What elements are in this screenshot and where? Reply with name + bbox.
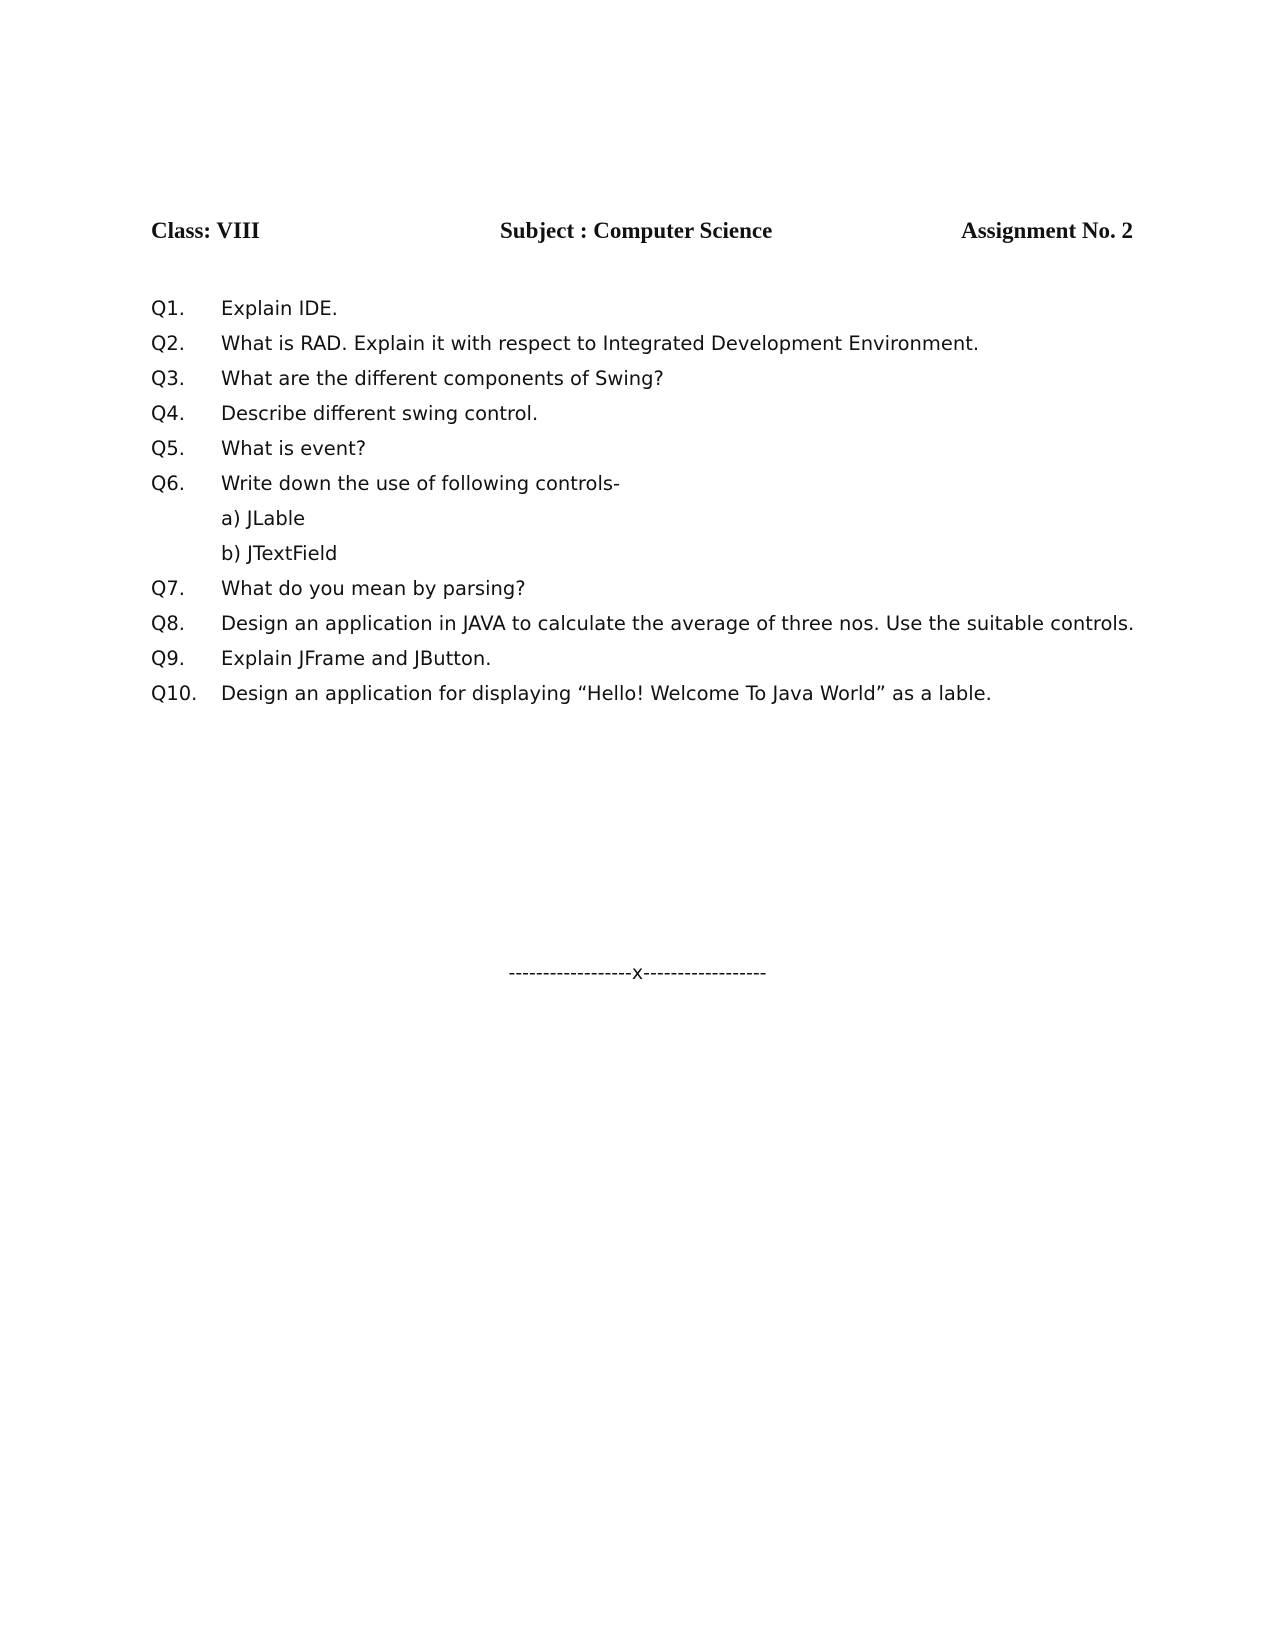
question-number: Q8. [151, 612, 185, 635]
question-number: Q4. [151, 402, 185, 425]
question-number: Q1. [151, 297, 185, 320]
subject-label: Subject : Computer Science [500, 218, 773, 243]
question-text: What is RAD. Explain it with respect to Integrated Development Environment. [221, 332, 980, 355]
question-text: Write down the use of following controls- [221, 472, 621, 495]
question-number: Q5. [151, 437, 185, 460]
question-text: Describe different swing control. [221, 402, 539, 425]
question-text: Design an application in JAVA to calculate the average of three nos. Use the suitable controls. [221, 612, 1135, 635]
end-of-assignment-marker: ------------------x------------------ [508, 962, 767, 984]
question-text: Explain JFrame and JButton. [221, 647, 492, 670]
question-number: Q6. [151, 472, 185, 495]
assignment-number-label: Assignment No. 2 [961, 218, 1133, 243]
question-number: Q10. [151, 682, 198, 705]
question-text: What is event? [221, 437, 367, 460]
question-text: Explain IDE. [221, 297, 338, 320]
question-text: Design an application for displaying “Hello! Welcome To Java World” as a lable. [221, 682, 992, 705]
question-number: Q7. [151, 577, 185, 600]
question-text: What are the different components of Swing? [221, 367, 664, 390]
class-label: Class: VIII [151, 218, 260, 243]
question-subitem-text: b) JTextField [221, 542, 338, 565]
question-text: What do you mean by parsing? [221, 577, 526, 600]
question-number: Q3. [151, 367, 185, 390]
question-subitem-text: a) JLable [221, 507, 306, 530]
question-number: Q9. [151, 647, 185, 670]
question-number: Q2. [151, 332, 185, 355]
